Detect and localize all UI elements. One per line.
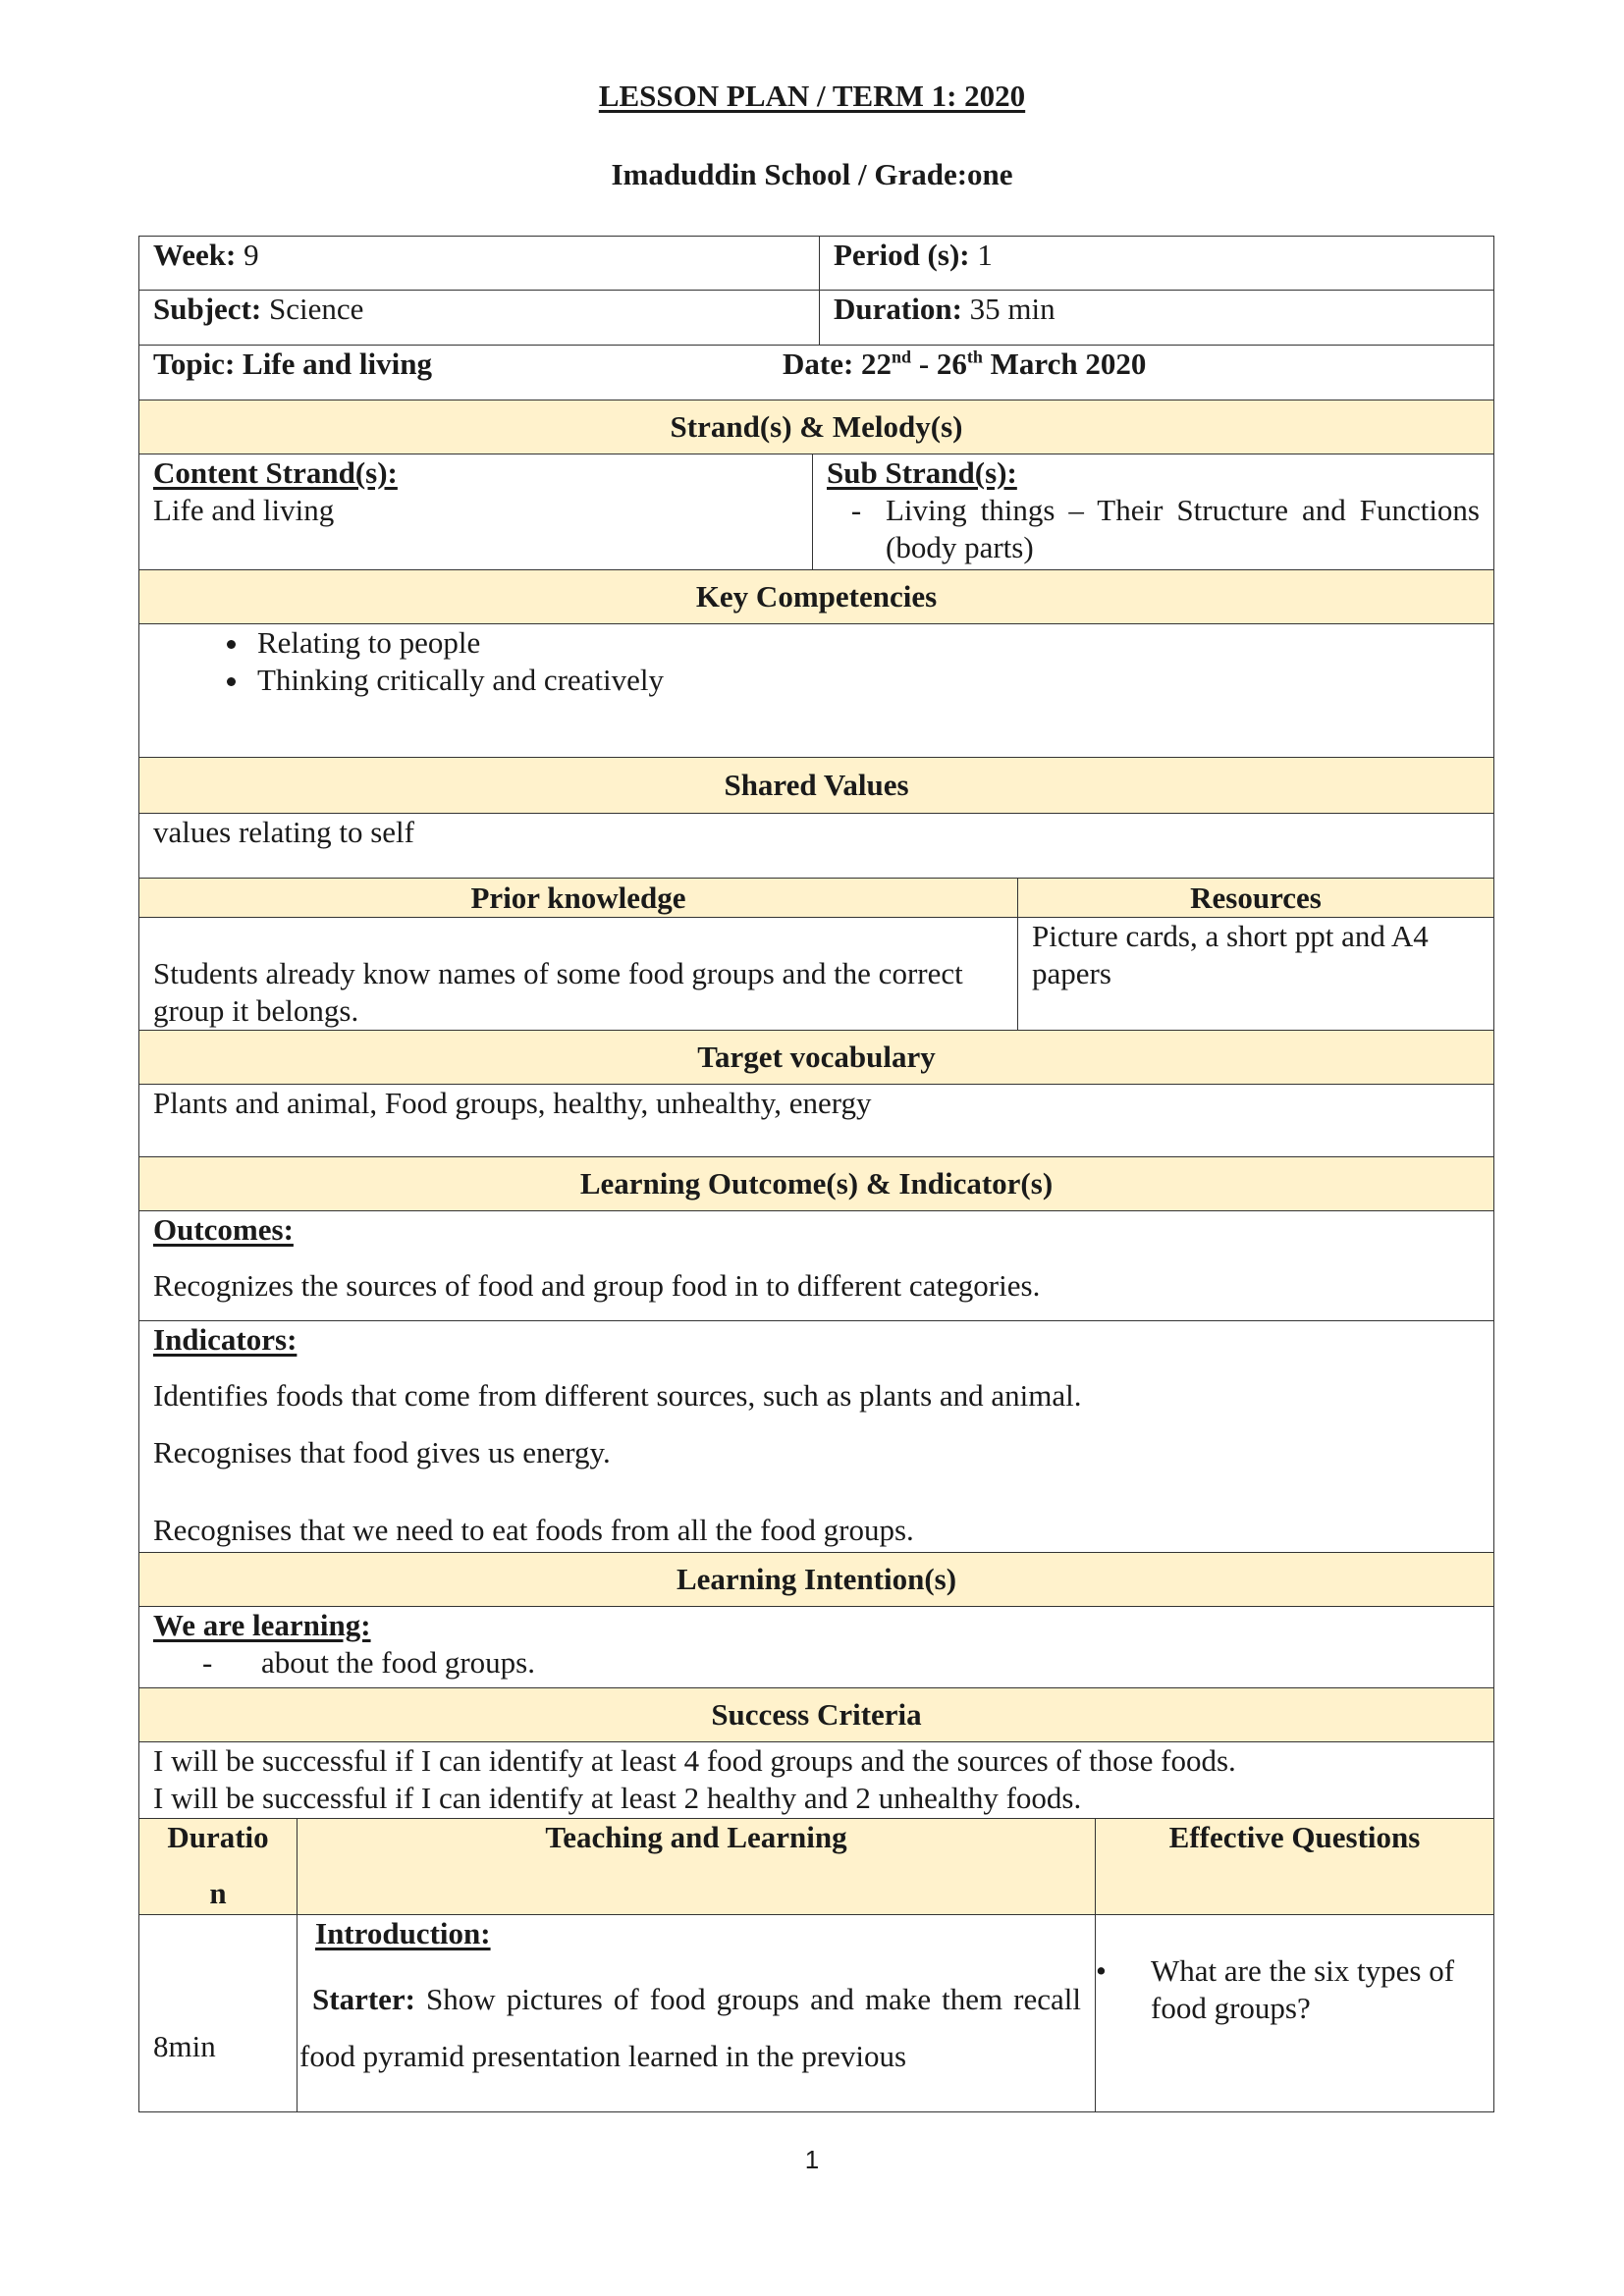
indicator-2: Recognises that food gives us energy. <box>153 1435 611 1469</box>
subject-cell <box>139 291 820 346</box>
period-value: 1 <box>977 238 993 272</box>
outcomes-heading: Learning Outcome(s) & Indicator(s) <box>139 1157 1494 1211</box>
list-item: • Relating to people <box>251 624 1480 662</box>
introduction-label: Introduction: <box>315 1916 491 1950</box>
page-title: LESSON PLAN / TERM 1: 2020 <box>598 79 1026 113</box>
indicators-label: Indicators: <box>153 1322 298 1357</box>
sub-strand-cell <box>813 454 1494 570</box>
content-strand-value: Life and living <box>153 493 335 527</box>
strands-heading: Strand(s) & Melody(s) <box>139 400 1494 454</box>
list-item: • Thinking critically and creatively <box>251 662 1480 699</box>
duration-value: 35 min <box>969 292 1056 326</box>
resources-heading: Resources <box>1018 879 1494 918</box>
shared-values-heading: Shared Values <box>139 758 1494 814</box>
sub-strand-label: Sub Strand(s): <box>827 455 1017 490</box>
subject-value: Science <box>268 292 364 326</box>
period-label: Period (s): <box>834 238 970 272</box>
outcomes-text: Recognizes the sources of food and group food in to different categories. <box>153 1268 1041 1303</box>
question-item: • What are the six types of food groups? <box>1096 1953 1455 2025</box>
subject-label: Subject: <box>153 292 262 326</box>
shared-values-cell: values relating to self <box>139 814 1494 879</box>
prior-knowledge-cell <box>139 918 1018 1031</box>
indicator-3: Recognises that we need to eat foods from all the food groups. <box>153 1513 914 1547</box>
intentions-heading: Learning Intention(s) <box>139 1553 1494 1607</box>
resources-cell: Picture cards, a short ppt and A4 papers <box>1018 918 1494 1031</box>
lesson-info-table <box>138 236 1494 454</box>
success-heading: Success Criteria <box>139 1688 1494 1742</box>
intentions-label: We are learning: <box>153 1608 371 1642</box>
vocabulary-cell: Plants and animal, Food groups, healthy, unhealthy, energy <box>139 1085 1494 1157</box>
strands-table <box>138 454 1494 879</box>
week-label: Week: <box>153 238 237 272</box>
outcomes-table <box>138 1030 1494 1819</box>
week-cell <box>139 237 820 291</box>
indicator-1: Identifies foods that come from different sources, such as plants and animal. <box>153 1378 1082 1413</box>
indicators-cell <box>139 1321 1494 1553</box>
questions-cell <box>1096 1915 1494 2112</box>
week-value: 9 <box>244 238 259 272</box>
teaching-column-header: Teaching and Learning <box>298 1819 1096 1915</box>
intentions-item: - about the food groups. <box>202 1645 535 1680</box>
outcomes-label: Outcomes: <box>153 1212 294 1247</box>
row-duration-cell: 8min <box>139 1915 298 2112</box>
duration-cell <box>820 291 1494 346</box>
page-number: 1 <box>804 2145 820 2174</box>
period-cell <box>820 237 1494 291</box>
school-grade-subtitle: Imaduddin School / Grade:one <box>611 157 1013 191</box>
starter-paragraph: Starter: Show pictures of food groups and make them recall food pyramid presentation learned in the previous <box>299 1982 1081 2073</box>
vocabulary-heading: Target vocabulary <box>139 1031 1494 1085</box>
intentions-cell <box>139 1607 1494 1688</box>
competencies-list <box>153 624 1480 699</box>
sub-strand-value: Living things – Their Structure and Functions (body parts) <box>886 493 1480 564</box>
date-text: Date: 22nd - 26th March 2020 <box>783 347 1147 381</box>
success-cell <box>139 1742 1494 1819</box>
success-line-2: I will be successful if I can identify at least 2 healthy and 2 unhealthy foods. <box>153 1781 1082 1815</box>
prior-resources-table <box>138 878 1494 1031</box>
duration-label: Duration: <box>834 292 962 326</box>
content-strand-cell <box>139 454 813 570</box>
competencies-cell <box>139 624 1494 758</box>
outcomes-cell <box>139 1211 1494 1321</box>
teaching-table <box>138 1818 1494 2112</box>
duration-column-header: Duratio n <box>139 1819 298 1915</box>
competencies-heading: Key Competencies <box>139 570 1494 624</box>
prior-knowledge-heading: Prior knowledge <box>139 879 1018 918</box>
topic-date-cell <box>139 346 1494 400</box>
teaching-cell <box>298 1915 1096 2112</box>
topic-text: Topic: Life and living <box>153 347 432 381</box>
questions-column-header: Effective Questions <box>1096 1819 1494 1915</box>
content-strand-label: Content Strand(s): <box>153 455 398 490</box>
prior-knowledge-text: Students already know names of some food groups and the correct group it belongs. <box>153 956 963 1028</box>
success-line-1: I will be successful if I can identify at least 4 food groups and the sources of those foods. <box>153 1743 1236 1778</box>
sub-strand-item: - Living things – Their Structure and Functions (body parts) <box>850 493 1480 564</box>
